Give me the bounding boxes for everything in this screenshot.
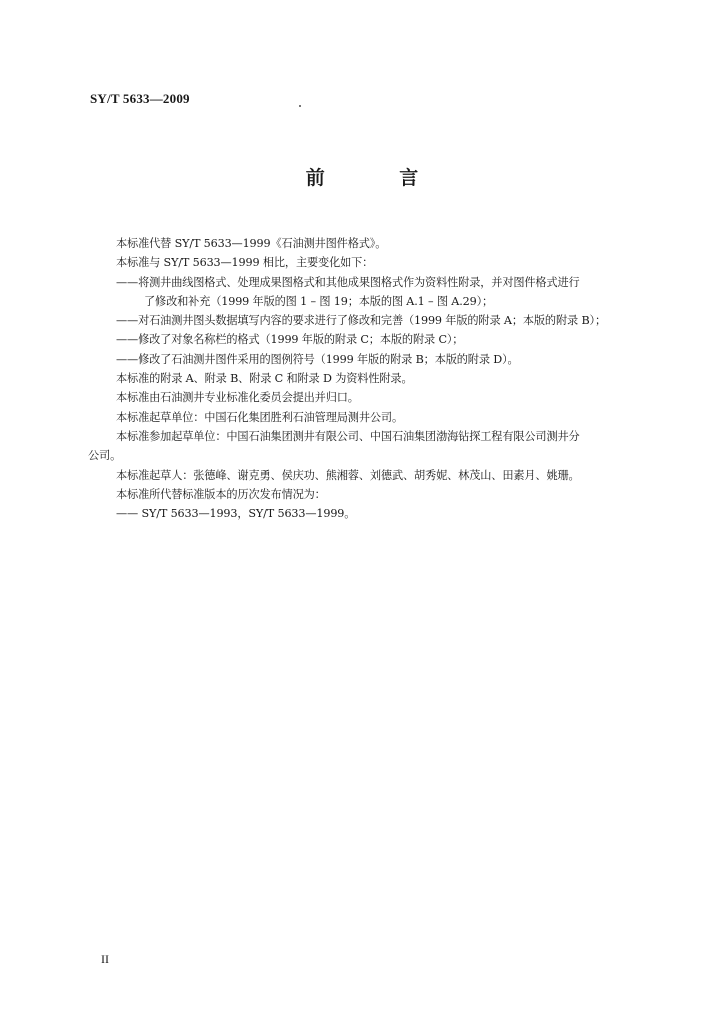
paragraph-replaces: 本标准代替 SY/T 5633—1999《石油测井图件格式》。 [116,237,387,250]
paragraph-drafters: 本标准起草人：张德峰、谢克勇、侯庆功、熊湘蓉、刘德武、胡秀妮、林茂山、田素月、姚珊。 [116,468,580,482]
paragraph-changes-intro: 本标准与 SY/T 5633—1999 相比，主要变化如下： [116,256,374,270]
change-item-1: ——将测井曲线图格式、处理成果图格式和其他成果图格式作为资料性附录，并对图件格式进行 [116,275,580,289]
paragraph-proposer: 本标准由石油测井专业标准化委员会提出并归口。 [116,391,359,405]
paragraph-history-versions: —— SY/T 5633—1993，SY/T 5633—1999。 [116,507,356,521]
paragraph-participating-units: 本标准参加起草单位：中国石油集团测井有限公司、中国石油集团渤海钻探工程有限公司测井分 [116,429,580,443]
paragraph-history-intro: 本标准所代替标准版本的历次发布情况为： [116,487,326,501]
change-item-1-continued: 了修改和补充（1999 年版的图 1 – 图 19；本版的图 A.1 – 图 A.29）； [144,294,494,308]
scan-speck [299,105,301,107]
paragraph-participating-units-continued: 公司。 [88,449,122,463]
change-item-3: ——修改了对象名称栏的格式（1999 年版的附录 C；本版的附录 C）； [116,333,464,347]
page-number: II [101,952,109,966]
paragraph-appendices: 本标准的附录 A、附录 B、附录 C 和附录 D 为资料性附录。 [116,372,413,386]
standard-code-header: SY/T 5633—2009 [90,91,190,106]
change-item-4: ——修改了石油测井图件采用的图例符号（1999 年版的附录 B；本版的附录 D）。 [116,352,519,366]
foreword-body [88,234,646,523]
change-item-2: ——对石油测井图头数据填写内容的要求进行了修改和完善（1999 年版的附录 A；本版的附录 B）； [116,314,606,328]
paragraph-drafting-unit: 本标准起草单位：中国石化集团胜利石油管理局测井公司。 [116,410,403,424]
foreword-title: 前 言 [305,167,453,189]
